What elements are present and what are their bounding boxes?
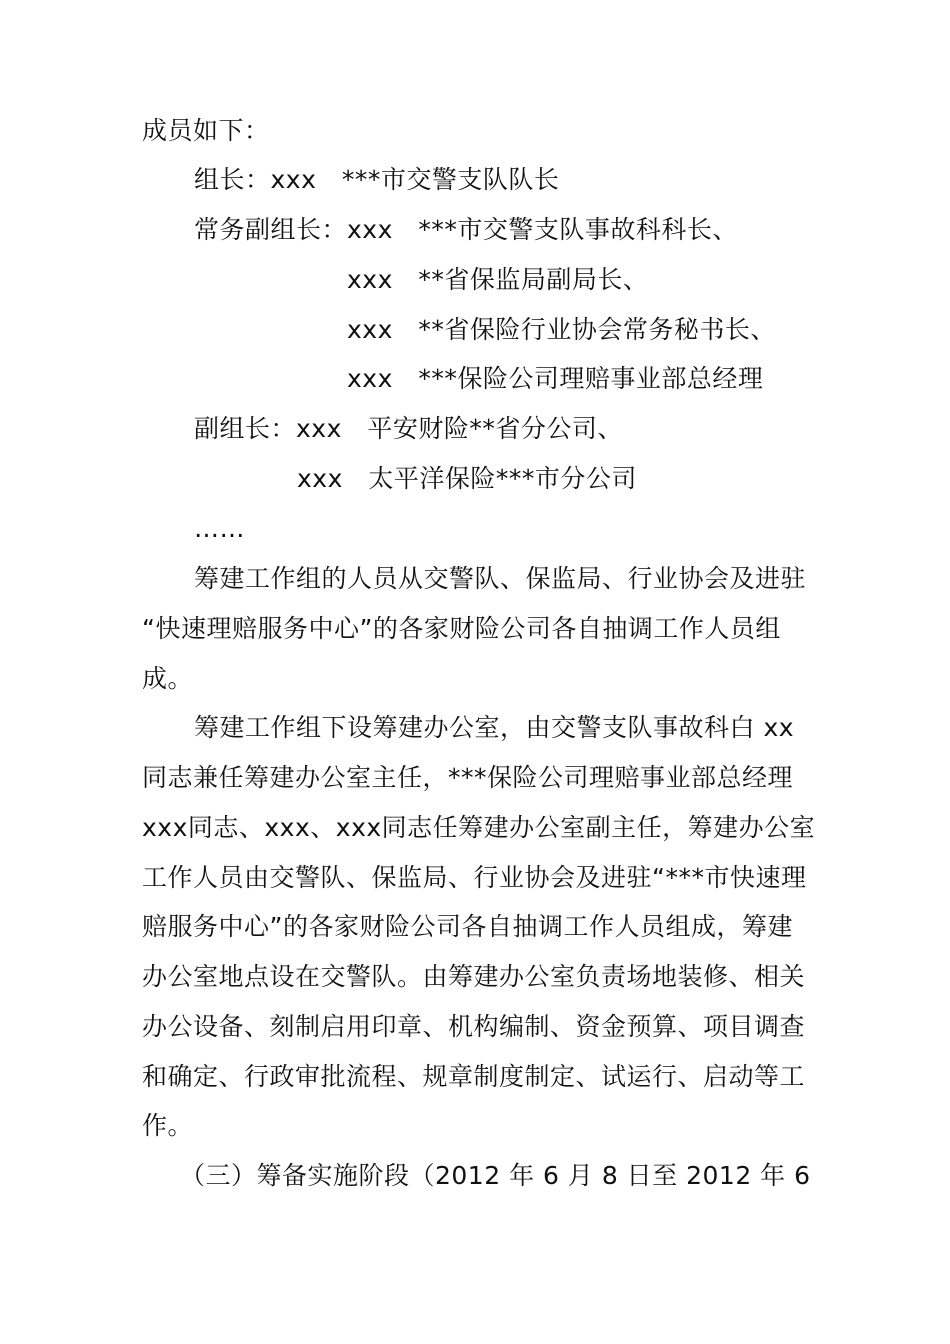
para2-line: xxx同志、xxx、xxx同志任筹建办公室副主任，筹建办公室 bbox=[142, 813, 816, 842]
ellipsis: …… bbox=[194, 514, 245, 543]
members-intro: 成员如下： bbox=[142, 116, 270, 145]
deputy-line-2: xxx 太平洋保险***市分公司 bbox=[297, 464, 637, 493]
para1-line: 筹建工作组的人员从交警队、保监局、行业协会及进驻 bbox=[194, 564, 807, 593]
para2-line: 赔服务中心”的各家财险公司各自抽调工作人员组成，筹建 bbox=[142, 912, 793, 941]
para2-line: 作。 bbox=[142, 1111, 194, 1140]
para2-line: 办公设备、刻制启用印章、机构编制、资金预算、项目调查 bbox=[142, 1012, 806, 1041]
section-heading: （三）筹备实施阶段（2012 年 6 月 8 日至 2012 年 6 bbox=[180, 1161, 811, 1190]
executive-deputy-line-3: xxx **省保险行业协会常务秘书长、 bbox=[347, 315, 776, 344]
executive-deputy-line-1: 常务副组长：xxx ***市交警支队事故科科长、 bbox=[194, 215, 738, 244]
para2-line: 和确定、行政审批流程、规章制度制定、试运行、启动等工 bbox=[142, 1062, 806, 1091]
para1-line: 成。 bbox=[142, 664, 194, 693]
executive-deputy-line-4: xxx ***保险公司理赔事业部总经理 bbox=[347, 364, 764, 393]
para2-line: 筹建工作组下设筹建办公室，由交警支队事故科白 xx bbox=[194, 713, 795, 742]
para2-line: 工作人员由交警队、保监局、行业协会及进驻“***市快速理 bbox=[142, 863, 807, 892]
executive-deputy-line-2: xxx **省保监局副局长、 bbox=[347, 265, 649, 294]
para1-line: “快速理赔服务中心”的各家财险公司各自抽调工作人员组 bbox=[142, 614, 781, 643]
leader-line: 组长：xxx ***市交警支队队长 bbox=[194, 165, 560, 194]
deputy-line-1: 副组长：xxx 平安财险**省分公司、 bbox=[194, 414, 623, 443]
para2-line: 办公室地点设在交警队。由筹建办公室负责场地装修、相关 bbox=[142, 962, 806, 991]
para2-line: 同志兼任筹建办公室主任，***保险公司理赔事业部总经理 bbox=[142, 763, 794, 792]
